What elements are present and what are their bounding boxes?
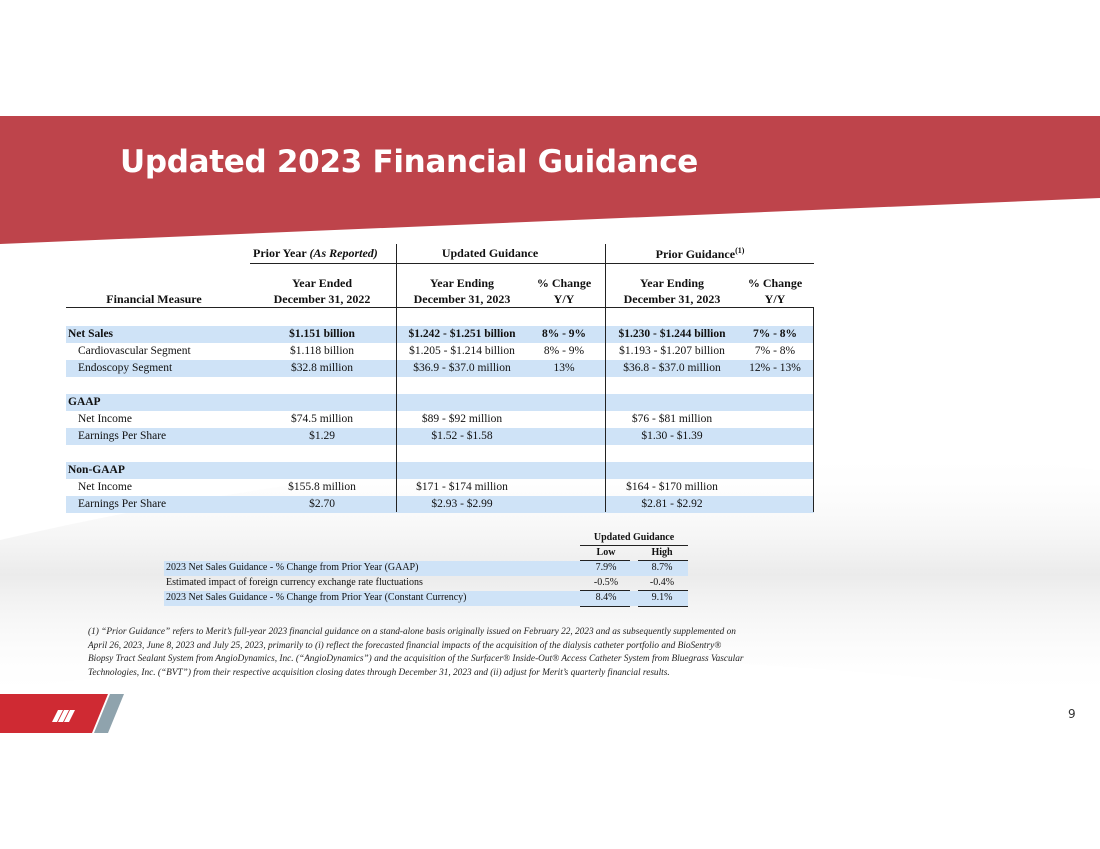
cell-prior-change: 12% - 13% xyxy=(749,362,801,374)
col-header-high: High xyxy=(651,547,673,558)
prior-year-label: Prior Year xyxy=(253,246,307,260)
total-rule xyxy=(580,606,630,607)
cell-updated-guidance: $36.9 - $37.0 million xyxy=(413,362,511,374)
cell-prior-guidance: $1.193 - $1.207 billion xyxy=(619,345,725,357)
footnote xyxy=(88,626,848,680)
title-banner xyxy=(0,116,1100,244)
guidance-row-label-constant-currency: 2023 Net Sales Guidance - % Change from Prior Year (Constant Currency) xyxy=(166,592,467,603)
cell-prior-year: $74.5 million xyxy=(291,413,353,425)
section-label-non-gaap: Non-GAAP xyxy=(68,464,125,476)
cell-updated-change: 8% - 9% xyxy=(543,345,585,357)
row-band xyxy=(66,462,814,479)
row-label-gaap-eps: Earnings Per Share xyxy=(78,430,167,442)
footer-logo-bar xyxy=(0,694,124,733)
cell-prior-year: $32.8 million xyxy=(291,362,353,374)
row-label-net-sales: Net Sales xyxy=(68,328,114,340)
cell-prior-year: $2.70 xyxy=(309,498,335,510)
cell-updated-change: 8% - 9% xyxy=(541,328,587,340)
cell-updated-change: 13% xyxy=(553,362,575,374)
row-label-endoscopy: Endoscopy Segment xyxy=(78,362,173,374)
row-label-cardiovascular: Cardiovascular Segment xyxy=(78,345,191,357)
total-rule xyxy=(638,606,688,607)
col-header-prior-change-yy: Y/Y xyxy=(764,292,786,306)
cell-prior-guidance: $1.230 - $1.244 billion xyxy=(618,328,726,340)
sum-rule xyxy=(580,590,630,591)
footnote-line: (1) “Prior Guidance” refers to Merit’s full-year 2023 financial guidance on a stand-alone basis originally issued on February 22, 2023 and as subsequently supplemented on xyxy=(88,627,736,637)
cell-prior-year: $1.29 xyxy=(309,430,335,442)
row-band xyxy=(66,394,814,411)
col-header-prior-year-date: December 31, 2023 xyxy=(623,292,721,306)
col-header-updated-year-date: December 31, 2023 xyxy=(413,292,511,306)
cell-prior-year: $1.118 billion xyxy=(289,345,355,357)
cell-prior-change: 7% - 8% xyxy=(752,328,798,340)
footnote-line: Biopsy Tract Sealant System from AngioDynamics, Inc. (“AngioDynamics”) and the acquisition of the Surfacer® Inside-Out® Access Catheter System from Bluegrass Vascular xyxy=(88,654,744,665)
cell-updated-guidance: $2.93 - $2.99 xyxy=(431,498,493,510)
guidance-table-header: Updated Guidance xyxy=(593,532,675,543)
column-divider xyxy=(813,307,814,512)
col-header-updated-change-yy: Y/Y xyxy=(553,292,575,306)
guidance-cell-low: -0.5% xyxy=(593,577,619,588)
page-title: Updated 2023 Financial Guidance xyxy=(120,144,698,180)
logo-red-block xyxy=(0,694,108,733)
cell-prior-change: 7% - 8% xyxy=(754,345,796,357)
guidance-cell-high: 9.1% xyxy=(651,592,673,603)
prior-year-note: (As Reported) xyxy=(309,246,378,260)
group-header-updated-guidance: Updated Guidance xyxy=(441,246,539,260)
col-header-prior-change: % Change xyxy=(747,276,803,290)
column-divider xyxy=(396,244,397,512)
cell-prior-year: $155.8 million xyxy=(288,481,356,493)
guidance-row-label-gaap: 2023 Net Sales Guidance - % Change from Prior Year (GAAP) xyxy=(166,562,419,573)
col-header-measure: Financial Measure xyxy=(106,292,202,306)
guidance-cell-low: 7.9% xyxy=(595,562,617,573)
column-divider xyxy=(605,244,606,512)
cell-prior-year: $1.151 billion xyxy=(289,328,355,340)
cell-updated-guidance: $1.205 - $1.214 billion xyxy=(409,345,515,357)
group-header-prior-year xyxy=(253,246,378,261)
footnote-line: Technologies, Inc. (“BVT”) from their respective acquisition closing dates through December 31, 2023 and (ii) adjust for Merit’s quarterly financial results. xyxy=(88,667,670,678)
footnote-line: April 26, 2023, June 8, 2023 and July 25, 2023, primarily to (i) reflect the forecasted financial impacts of the acquisition of the dialysis catheter portfolio and BioSentry® xyxy=(88,640,722,651)
header-rule xyxy=(250,263,814,264)
col-header-year-ended: Year Ended xyxy=(291,276,353,290)
prior-guidance-footnote-marker: (1) xyxy=(735,246,745,255)
row-label-gaap-net-income: Net Income xyxy=(78,413,132,425)
guidance-cell-high: 8.7% xyxy=(651,562,673,573)
page-number: 9 xyxy=(1068,707,1076,721)
prior-guidance-label: Prior Guidance xyxy=(655,247,736,261)
cell-prior-guidance: $36.8 - $37.0 million xyxy=(623,362,721,374)
cell-updated-guidance: $89 - $92 million xyxy=(421,413,503,425)
section-label-gaap: GAAP xyxy=(68,396,101,408)
col-header-prior-year: Year Ending xyxy=(639,276,705,290)
guidance-cell-high: -0.4% xyxy=(649,577,675,588)
col-header-updated-change: % Change xyxy=(536,276,592,290)
cell-prior-guidance: $164 - $170 million xyxy=(626,481,718,493)
guidance-row-label-fx: Estimated impact of foreign currency exchange rate fluctuations xyxy=(166,577,423,588)
col-header-year-ended-date: December 31, 2022 xyxy=(273,292,371,306)
header-rule xyxy=(580,545,688,546)
cell-updated-guidance: $171 - $174 million xyxy=(416,481,508,493)
header-rule xyxy=(66,307,814,308)
cell-prior-guidance: $2.81 - $2.92 xyxy=(641,498,703,510)
sum-rule xyxy=(638,590,688,591)
guidance-cell-low: 8.4% xyxy=(595,592,617,603)
cell-updated-guidance: $1.52 - $1.58 xyxy=(431,430,493,442)
row-label-non-gaap-eps: Earnings Per Share xyxy=(78,498,167,510)
cell-prior-guidance: $76 - $81 million xyxy=(631,413,713,425)
col-header-updated-year: Year Ending xyxy=(429,276,495,290)
col-header-low: Low xyxy=(596,547,616,558)
cell-prior-guidance: $1.30 - $1.39 xyxy=(641,430,703,442)
cell-updated-guidance: $1.242 - $1.251 billion xyxy=(408,328,516,340)
group-header-prior-guidance xyxy=(656,246,745,262)
row-label-non-gaap-net-income: Net Income xyxy=(78,481,132,493)
